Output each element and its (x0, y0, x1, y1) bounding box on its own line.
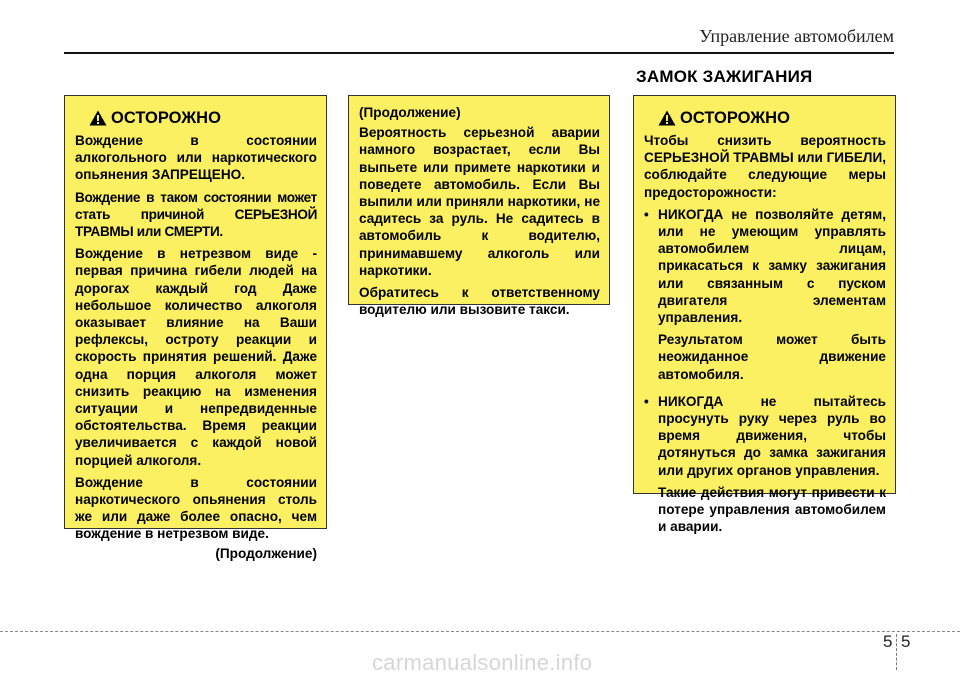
warning-heading (658, 108, 886, 128)
warning-heading (89, 108, 317, 128)
page-number-divider (896, 634, 897, 670)
header-title: Управление автомобилем (699, 26, 894, 46)
warning-triangle-icon (89, 110, 107, 126)
page-number-page: 5 (901, 632, 911, 651)
bullet-marker: • (644, 206, 649, 222)
bullet-text: НИКОГДА не пытайтесь просунуть руку через руль во время движения, чтобы дотянуться до замка зажигания или других органов управления. (658, 393, 886, 478)
warning-triangle-icon (658, 110, 676, 126)
bullet-note: Результатом может быть неожиданное движение автомобиля. (658, 332, 886, 382)
list-item (644, 206, 886, 388)
paragraph: Вождение в таком состоянии может стать причиной СЕРЬЕЗНОЙ ТРАВМЫ или СМЕРТИ. (75, 189, 317, 240)
bullet-marker: • (644, 393, 649, 409)
paragraph: Обратитесь к ответственному водителю или вызовите такси. (359, 285, 600, 318)
continued-label: (Продолжение) (359, 105, 461, 120)
bullet-text: НИКОГДА не позволяйте детям, или не умеющим управлять автомобилем лицам, прикасаться к замку зажигания или связанным с пуском двигателя элементам управления. (658, 206, 886, 326)
paragraph: Вождение в состоянии наркотического опьянения столь же или даже более опасно, чем вождение в нетрезвом виде. (75, 474, 317, 542)
section-title: ЗАМОК ЗАЖИГАНИЯ (636, 67, 813, 86)
list-item (644, 393, 886, 536)
warning-box-alcohol (64, 95, 327, 561)
paragraph: Вождение в нетрезвом виде - первая причина гибели людей на дорогах каждый год Даже небольшое количество алкоголя оказывает влияние на Ваши рефлексы, остроту реакции и скорость принятия решений. Даже одна порция алкоголя может снизить реакцию на изменения ситуации и непредвиденные обстоятельства. Время реакции увеличивается с каждой новой порцией алкоголя. (75, 246, 317, 468)
warning-box-continued (348, 95, 610, 318)
warning-heading-text: ОСТОРОЖНО (680, 109, 790, 127)
warning-box-ignition (633, 95, 896, 535)
warning-heading-text: ОСТОРОЖНО (111, 109, 221, 127)
footer-dashed-rule (0, 631, 960, 632)
paragraph: Вероятность серьезной аварии намного возрастает, если Вы выпьете или примете наркотики и поведете автомобиль. Если Вы выпили или приняли наркотики, не садитесь за руль. Не садитесь в автомобиль к водителю, принимавшему алкоголь или наркотики. (359, 125, 600, 278)
paragraph: Вождение в состоянии алкогольного или наркотического опьянения ЗАПРЕЩЕНО. (75, 133, 317, 183)
paragraph: Чтобы снизить вероятность СЕРЬЕЗНОЙ ТРАВМЫ или ГИБЕЛИ, соблюдайте следующие меры предосторожности: (644, 133, 886, 200)
continued-label: (Продолжение) (215, 545, 317, 561)
header-rule (64, 52, 894, 54)
bullet-note: Такие действия могут привести к потере управления автомобилем и аварии. (658, 484, 886, 535)
page-number-chapter: 5 (883, 632, 893, 651)
watermark: carmanualsonline.info (372, 650, 593, 675)
